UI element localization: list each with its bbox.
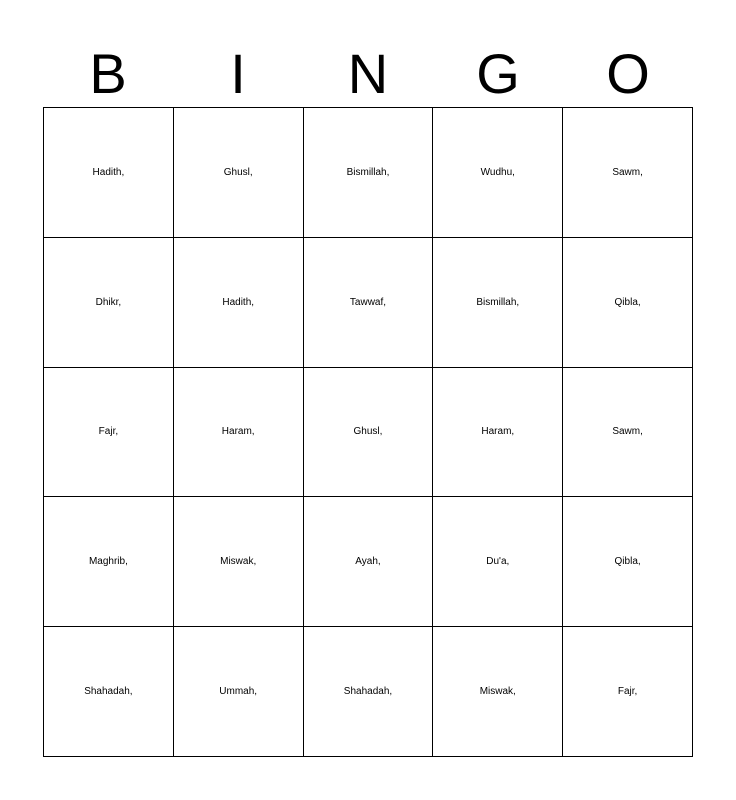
bingo-cell[interactable]: Miswak, [174,497,304,627]
header-letter-g: G [476,42,520,105]
bingo-header [43,40,693,108]
bingo-cell[interactable]: Sawm, [563,108,693,238]
bingo-cell[interactable]: Haram, [433,368,563,498]
header-letter-n: N [347,42,389,105]
bingo-cell[interactable]: Tawwaf, [304,238,434,368]
bingo-cell[interactable]: Bismillah, [433,238,563,368]
bingo-board [43,107,693,757]
bingo-cell[interactable]: Shahadah, [304,627,434,757]
bingo-cell[interactable]: Fajr, [44,368,174,498]
bingo-cell[interactable]: Bismillah, [304,108,434,238]
bingo-cell[interactable]: Sawm, [563,368,693,498]
header-letter-i: I [230,42,246,105]
bingo-cell[interactable]: Du'a, [433,497,563,627]
bingo-cell[interactable]: Ummah, [174,627,304,757]
bingo-cell[interactable]: Qibla, [563,238,693,368]
bingo-cell[interactable]: Wudhu, [433,108,563,238]
bingo-cell[interactable]: Shahadah, [44,627,174,757]
header-letter-o: O [606,42,650,105]
bingo-cell[interactable]: Dhikr, [44,238,174,368]
bingo-cell[interactable]: Qibla, [563,497,693,627]
bingo-cell[interactable]: Maghrib, [44,497,174,627]
bingo-cell[interactable]: Ghusl, [174,108,304,238]
bingo-cell[interactable]: Miswak, [433,627,563,757]
bingo-cell[interactable]: Haram, [174,368,304,498]
bingo-cell[interactable]: Ghusl, [304,368,434,498]
bingo-cell[interactable]: Hadith, [174,238,304,368]
header-letter-b: B [89,42,127,105]
bingo-cell[interactable]: Ayah, [304,497,434,627]
bingo-cell[interactable]: Hadith, [44,108,174,238]
bingo-cell[interactable]: Fajr, [563,627,693,757]
